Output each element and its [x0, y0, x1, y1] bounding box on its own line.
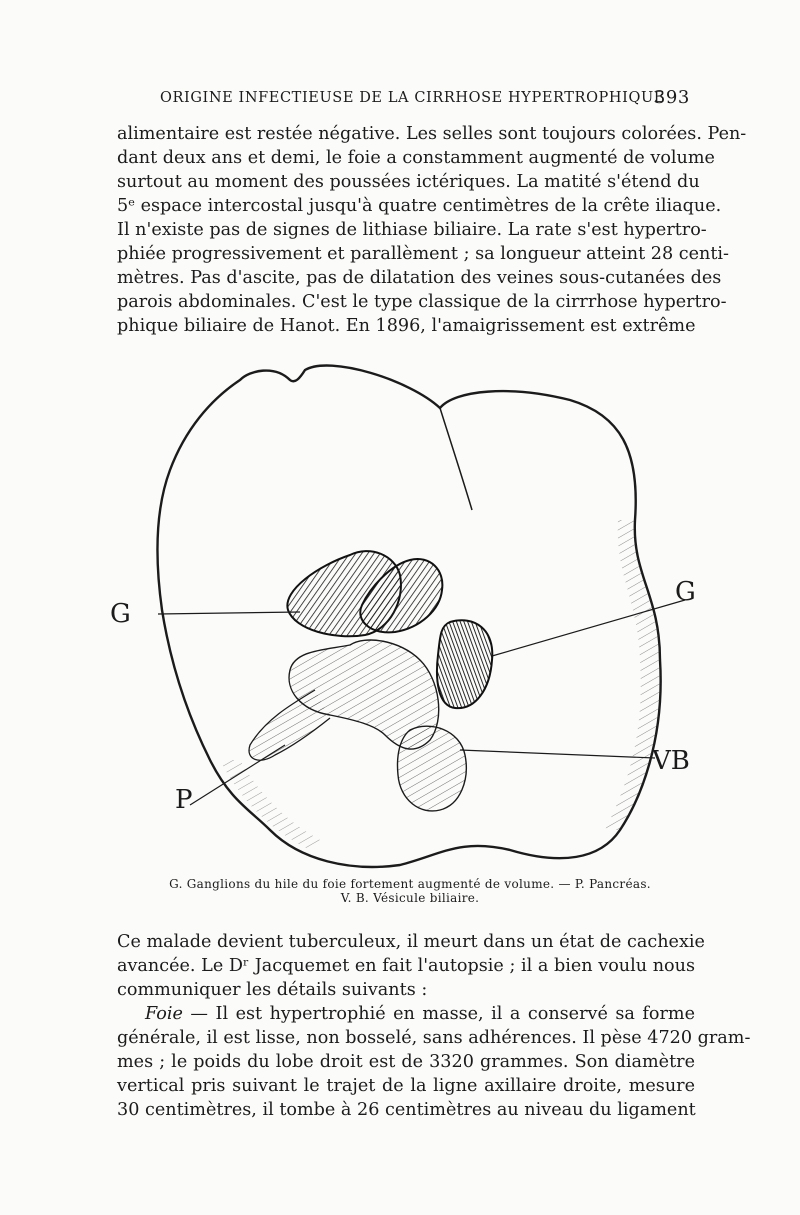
- figure-caption: [130, 877, 690, 905]
- label-g-left: G: [110, 599, 131, 629]
- label-p: P: [175, 785, 193, 815]
- text-line: dant deux ans et demi, le foie a constamment augmenté de volume: [117, 148, 715, 168]
- page-number: 393: [653, 87, 690, 108]
- top-paragraph: [117, 122, 747, 338]
- text-line: surtout au moment des poussées ictériques. La matité s'étend du: [117, 172, 700, 192]
- text-line: vertical pris suivant le trajet de la ligne axillaire droite, mesure: [117, 1076, 695, 1096]
- text-line: Ce malade devient tuberculeux, il meurt dans un état de cachexie: [117, 932, 705, 952]
- text-line: mètres. Pas d'ascite, pas de dilatation des veines sous-cutanées des: [117, 268, 722, 288]
- foie-label: Foie: [145, 1004, 183, 1024]
- text-line: [117, 1002, 695, 1026]
- text-line: phique biliaire de Hanot. En 1896, l'amaigrissement est extrême: [117, 316, 696, 336]
- ganglion-3: [437, 620, 492, 708]
- foie-text: — Il est hypertrophié en masse, il a conservé sa forme: [182, 1004, 695, 1024]
- text-line: alimentaire est restée négative. Les selles sont toujours colorées. Pen-: [117, 124, 747, 144]
- running-head-title: ORIGINE INFECTIEUSE DE LA CIRRHOSE HYPERTROPHIQUE: [160, 90, 665, 106]
- text-line: Il n'existe pas de signes de lithiase biliaire. La rate s'est hypertro-: [117, 220, 707, 240]
- text-line: avancée. Le Dʳ Jacquemet en fait l'autopsie ; il a bien voulu nous: [117, 956, 695, 976]
- caption-line: G. Ganglions du hile du foie fortement augmenté de volume. — P. Pancréas.: [169, 877, 651, 891]
- label-g-right: G: [675, 577, 696, 607]
- label-vb: VB: [652, 746, 690, 776]
- text-line: parois abdominales. C'est le type classique de la cirrrhose hypertro-: [117, 292, 727, 312]
- caption-line: V. B. Vésicule biliaire.: [340, 891, 480, 905]
- text-line: communiquer les détails suivants :: [117, 980, 428, 1000]
- text-line: générale, il est lisse, non bosselé, sans adhérences. Il pèse 4720 gram-: [117, 1028, 751, 1048]
- liver-illustration: [100, 360, 710, 880]
- bottom-paragraph: [117, 930, 751, 1122]
- gallbladder-shape: [398, 726, 467, 811]
- text-line: mes ; le poids du lobe droit est de 3320 grammes. Son diamètre: [117, 1052, 695, 1072]
- text-line: phiée progressivement et parallèment ; sa longueur atteint 28 centi-: [117, 244, 729, 264]
- text-line: 5ᵉ espace intercostal jusqu'à quatre centimètres de la crête iliaque.: [117, 196, 722, 216]
- text-line: 30 centimètres, il tombe à 26 centimètres au niveau du ligament: [117, 1100, 696, 1120]
